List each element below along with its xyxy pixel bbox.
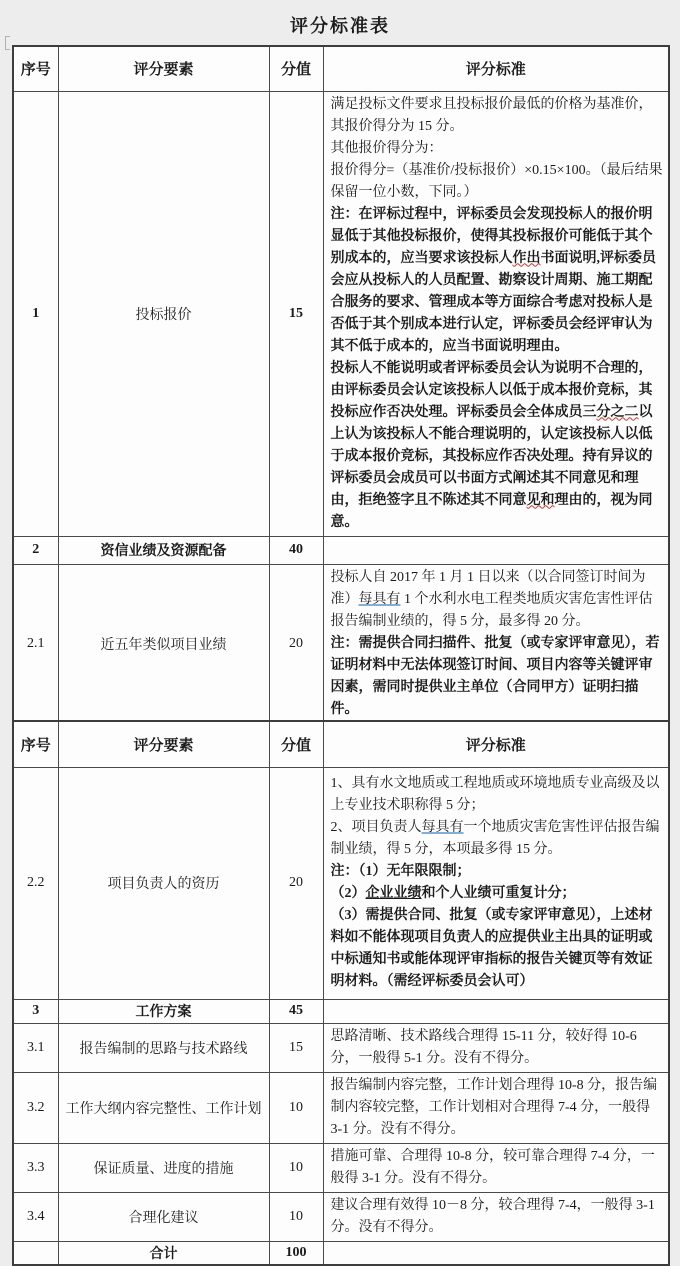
table-header-row — [13, 46, 669, 91]
table-row-outline-completeness — [13, 1072, 669, 1143]
criteria-paragraph: 注：在评标过程中，评标委员会发现投标人的报价明显低于其他投标报价，使得其投标报价可能低于其个别成本的，应当要求该投标人作出书面说明,评标委员会应从投标人的人员配置、勘察设计周期、施工期配合服务的要求、管理成本等方面综合考虑对投标人是否低于其个别成本进行认定，评标委员会经评审认为其不低于成本的，应当书面说明理由。 — [330, 206, 656, 354]
cell-factor: 近五年类似项目业绩 — [58, 564, 269, 724]
criteria-paragraph: 建议合理有效得 10－8 分，较合理得 7-4，一般得 3-1 分。没有不得分。 — [330, 1197, 655, 1235]
scoring-table-1 — [12, 45, 670, 725]
cell-criteria — [323, 1192, 669, 1241]
cell-score: 15 — [269, 1023, 323, 1072]
cell-score: 10 — [269, 1192, 323, 1241]
cell-factor: 保证质量、进度的措施 — [58, 1143, 269, 1192]
cell-criteria — [323, 91, 669, 536]
cell-criteria — [323, 767, 669, 999]
cell-no: 3.3 — [13, 1143, 58, 1192]
header-factor: 评分要素 — [58, 721, 269, 767]
criteria-paragraph: 报价得分=（基准价/投标报价）×0.15×100。（最后结果保留一位小数，下同。） — [330, 162, 663, 200]
table-row-quality-measures — [13, 1143, 669, 1192]
cell-no: 2.2 — [13, 767, 58, 999]
header-criteria: 评分标准 — [323, 46, 669, 91]
cell-score: 100 — [269, 1241, 323, 1265]
header-score: 分值 — [269, 721, 323, 767]
page-title: 评分标准表 — [290, 16, 390, 36]
cell-score: 10 — [269, 1072, 323, 1143]
cell-factor: 投标报价 — [58, 91, 269, 536]
cell-no: 3.4 — [13, 1192, 58, 1241]
cell-factor: 合计 — [58, 1241, 269, 1265]
cell-criteria — [323, 1241, 669, 1265]
criteria-paragraph: （2）企业业绩和个人业绩可重复计分； — [330, 886, 576, 901]
cell-criteria — [323, 536, 669, 564]
cell-score: 10 — [269, 1143, 323, 1192]
cell-no: 2.1 — [13, 564, 58, 724]
table-row-similar-projects — [13, 564, 669, 724]
criteria-paragraph: 注：（1）无年限限制； — [330, 864, 471, 879]
criteria-paragraph: 思路清晰、技术路线合理得 15-11 分，较好得 10-6 分，一般得 5-1 分。没有不得分。 — [330, 1028, 637, 1066]
cell-factor: 项目负责人的资历 — [58, 767, 269, 999]
table-row-rationalization-suggestions — [13, 1192, 669, 1241]
criteria-paragraph: （3）需提供合同、批复（或专家评审意见），上述材料如不能体现项目负责人的应提供业主出具的证明或中标通知书或能体现评审指标的报告关键页等有效证明材料。（需经评标委员会认可） — [330, 908, 653, 989]
criteria-paragraph: 其他报价得分为： — [330, 140, 443, 156]
scoring-table-2 — [12, 720, 670, 1266]
criteria-paragraph: 1、具有水文地质或工程地质或环境地质专业高级及以上专业技术职称得 5 分； — [330, 776, 660, 813]
table-row-pm-qualification — [13, 767, 669, 999]
criteria-paragraph: 报告编制内容完整，工作计划合理得 10-8 分，报告编制内容较完整，工作计划相对合理得 7-4 分，一般得 3-1 分。没有不得分。 — [330, 1077, 658, 1137]
cell-criteria — [323, 1072, 669, 1143]
text-cursor-artifact — [5, 36, 10, 50]
criteria-paragraph: 满足投标文件要求且投标报价最低的价格为基准价，其报价得分为 15 分。 — [330, 96, 653, 134]
criteria-paragraph: 投标人自 2017 年 1 月 1 日以来（以合同签订时间为准）每具有 1 个水利水电工程类地质灾害危害性评估报告编制业绩的，得 5 分，最多得 20 分。 — [330, 569, 653, 629]
header-no: 序号 — [13, 46, 58, 91]
header-no: 序号 — [13, 721, 58, 767]
criteria-paragraph: 注：需提供合同扫描件、批复（或专家评审意见），若证明材料中无法体现签订时间、项目内容等关键评审因素，需同时提供业主单位（合同甲方）证明扫描件。 — [330, 635, 660, 717]
cell-score: 40 — [269, 536, 323, 564]
cell-score: 15 — [269, 91, 323, 536]
table-header-row — [13, 721, 669, 767]
table-row-total — [13, 1241, 669, 1265]
header-factor: 评分要素 — [58, 46, 269, 91]
cell-no: 1 — [13, 91, 58, 536]
cell-no: 3.1 — [13, 1023, 58, 1072]
cell-no — [13, 1241, 58, 1265]
cell-factor: 合理化建议 — [58, 1192, 269, 1241]
cell-criteria — [323, 999, 669, 1023]
cell-score: 45 — [269, 999, 323, 1023]
cell-no: 2 — [13, 536, 58, 564]
cell-factor: 资信业绩及资源配备 — [58, 536, 269, 564]
cell-factor: 报告编制的思路与技术路线 — [58, 1023, 269, 1072]
cell-score: 20 — [269, 767, 323, 999]
criteria-paragraph: 投标人不能说明或者评标委员会认为说明不合理的，由评标委员会认定该投标人以低于成本报价竞标，其投标应作否决处理。评标委员会全体成员三分之二以上认为该投标人不能合理说明的，认定该投标人以低于成本报价竞标，其投标应作否决处理。持有异议的评标委员会成员可以书面方式阐述其不同意见和理由，拒绝签字且不陈述其不同意见和理由的，视为同意。 — [330, 360, 653, 530]
cell-factor: 工作大纲内容完整性、工作计划 — [58, 1072, 269, 1143]
header-score: 分值 — [269, 46, 323, 91]
table-row-bid-price — [13, 91, 669, 536]
cell-factor: 工作方案 — [58, 999, 269, 1023]
table-row-work-plan — [13, 999, 669, 1023]
cell-criteria — [323, 1143, 669, 1192]
criteria-paragraph: 措施可靠、合理得 10-8 分，较可靠合理得 7-4 分，一般得 3-1 分。没有不得分。 — [330, 1148, 655, 1186]
criteria-paragraph: 2、项目负责人每具有一个地质灾害危害性评估报告编制业绩，得 5 分，本项最多得 15 分。 — [330, 820, 660, 857]
header-criteria: 评分标准 — [323, 721, 669, 767]
table-row-credit-performance — [13, 536, 669, 564]
cell-score: 20 — [269, 564, 323, 724]
cell-criteria — [323, 1023, 669, 1072]
cell-no: 3 — [13, 999, 58, 1023]
table-row-technical-route — [13, 1023, 669, 1072]
cell-criteria — [323, 564, 669, 724]
cell-no: 3.2 — [13, 1072, 58, 1143]
